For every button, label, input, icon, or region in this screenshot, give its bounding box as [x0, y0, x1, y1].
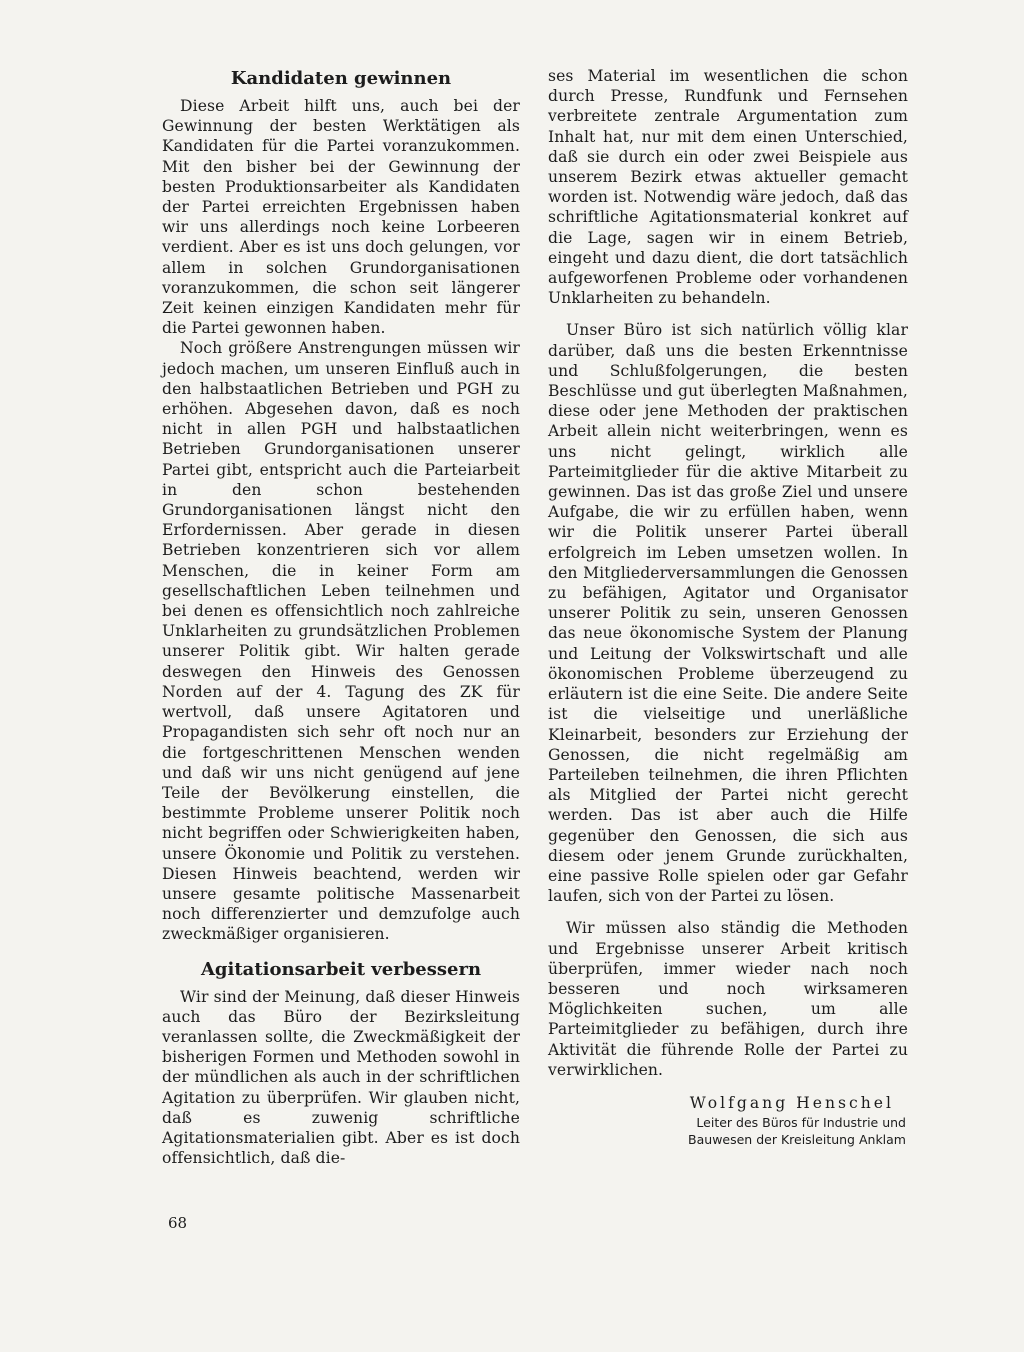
right-column: [548, 66, 908, 1148]
paragraph: ses Material im wesentlichen die schon durch Presse, Rundfunk und Fernsehen verbreitete zentrale Argumentation zum Inhalt hat, nur mit dem einen Unterschied, daß sie durch ein oder zwei Beispiele aus unserem Bezirk etwas aktueller gemacht worden ist. Notwendig wäre jedoch, daß das schriftliche Agitationsmaterial konkret auf die Lage, sagen wir in einem Betrieb, eingeht und dazu dient, die dort tatsächlich aufgeworfenen Probleme oder vorhandenen Unklarheiten zu behandeln.: [548, 67, 908, 308]
signature-block: [548, 1092, 908, 1148]
section-heading-agitationsarbeit: Agitationsarbeit verbessern: [200, 958, 482, 980]
page-number: 68: [168, 1214, 188, 1232]
paragraph: Noch größere Anstrengungen müssen wir jedoch machen, um unseren Einfluß auch in den halbstaatlichen Betrieben und PGH zu erhöhen. Abgesehen davon, daß es noch nicht in allen PGH und halbstaatlichen Betrieben Grundorganisationen unserer Partei gibt, entspricht auch die Parteiarbeit in den schon bestehenden Grundorganisationen längst nicht den Erfordernissen. Aber gerade in diesen Betrieben konzentrieren sich vor allem Menschen, die in keiner Form am gesellschaftlichen Leben teilnehmen und bei denen es offensichtlich noch zahlreiche Unklarheiten zu grundsätzlichen Problemen unserer Politik gibt. Wir halten gerade deswegen den Hinweis des Genossen Norden auf der 4. Tagung des ZK für wertvoll, daß unsere Agitatoren und Propagandisten sich sehr oft noch nur an die fortgeschrittenen Menschen wenden und daß wir uns nicht genügend auf jene Teile der Bevölkerung einstellen, die bestimmte Probleme unserer Politik noch nicht begriffen oder Schwierigkeiten haben, unsere Ökonomie und Politik zu verstehen. Diesen Hinweis beachtend, werden wir unsere gesamte politische Massenarbeit noch differenzierter und demzufolge auch zweckmäßiger organisieren.: [162, 339, 520, 944]
paragraph: Wir müssen also ständig die Methoden und Ergebnisse unserer Arbeit kritisch überprüfen, immer wieder nach noch besseren und noch wirksameren Möglichkeiten suchen, um alle Parteimitglieder zu befähigen, durch ihre Aktivität die führende Rolle der Partei zu verwirklichen.: [548, 919, 908, 1079]
section-heading-kandidaten: Kandidaten gewinnen: [230, 68, 452, 89]
left-column: [162, 66, 520, 1168]
paragraph: Wir sind der Meinung, daß dieser Hinweis auch das Büro der Bezirksleitung veranlassen sollte, die Zweckmäßigkeit der bisherigen Formen und Methoden sowohl in der mündlichen als auch in der schriftlichen Agitation zu überprüfen. Wir glauben nicht, daß es zuwenig schriftliche Agitationsmaterialien gibt. Aber es ist doch offensichtlich, daß die-: [162, 987, 520, 1168]
author-name: Wolfgang Henschel: [689, 1093, 894, 1112]
paragraph: Diese Arbeit hilft uns, auch bei der Gewinnung der besten Werktätigen als Kandidaten für die Partei voranzukommen. Mit den bisher bei der Gewinnung der besten Produktionsarbeiter als Kandidaten der Partei erreichten Ergebnissen haben wir uns allerdings noch keine Lorbeeren verdient. Aber es ist uns doch gelungen, vor allem in solchen Grundorganisationen voranzukommen, die schon seit längerer Zeit keinen einzigen Kandidaten mehr für die Partei gewonnen haben.: [162, 97, 520, 338]
author-role-line: Leiter des Büros für Industrie und: [696, 1114, 906, 1130]
author-role-line: Bauwesen der Kreisleitung Anklam: [688, 1131, 906, 1147]
paragraph: Unser Büro ist sich natürlich völlig klar darüber, daß uns die besten Erkenntnisse und Schlußfolgerungen, die besten Beschlüsse und gut überlegten Maßnahmen, diese oder jene Methoden der praktischen Arbeit allein nicht weiterbringen, wenn es uns nicht gelingt, wirklich alle Parteimitglieder für die aktive Mitarbeit zu gewinnen. Das ist das große Ziel und unsere Aufgabe, die wir zu erfüllen haben, wenn wir die Politik unserer Partei überall erfolgreich im Leben umsetzen wollen. In den Mitgliederversammlungen die Genossen zu befähigen, Agitator und Organisator unserer Politik zu sein, unseren Genossen das neue ökonomische System der Planung und Leitung der Volkswirtschaft und alle ökonomischen Probleme überzeugend zu erläutern ist die eine Seite. Die andere Seite ist die vielseitige und unerläßliche Kleinarbeit, besonders zur Erziehung der Genossen, die nicht regelmäßig am Parteileben teilnehmen, die ihren Pflichten als Mitglied der Partei nicht gerecht werden. Das ist aber auch die Hilfe gegenüber den Genossen, die sich aus diesem oder jenem Grunde zurückhalten, eine passive Rolle spielen oder gar Gefahr laufen, sich von der Partei zu lösen.: [548, 321, 908, 906]
